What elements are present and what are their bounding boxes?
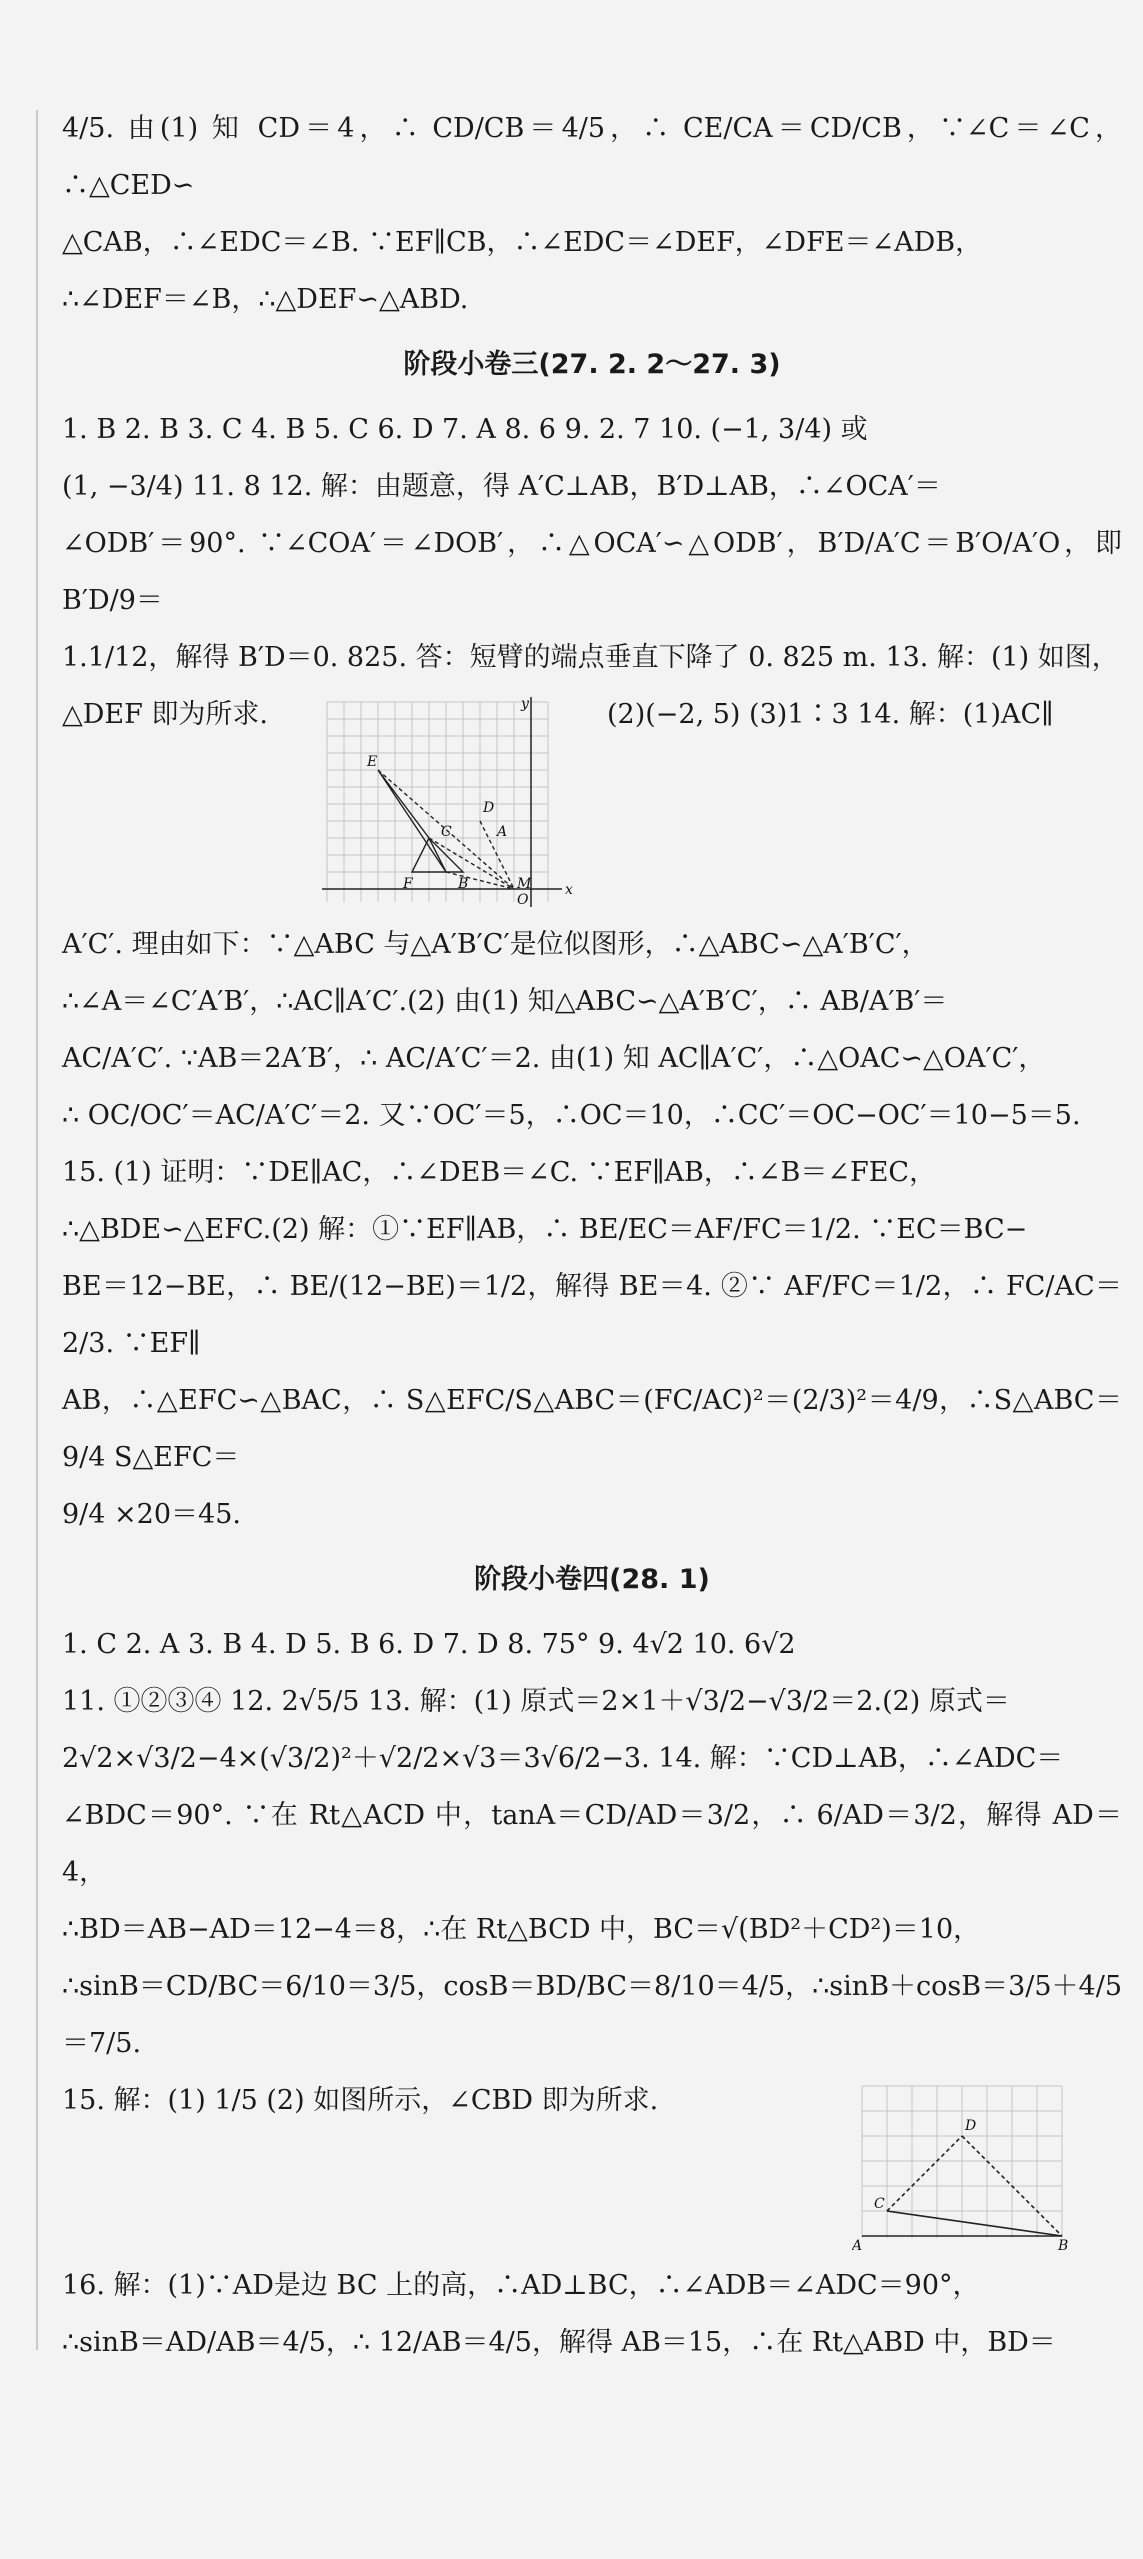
label2-C: C <box>874 2196 885 2212</box>
s3-line-6: A′C′. 理由如下：∵△ABC 与△A′B′C′是位似图形，∴△ABC∽△A′B′C′， <box>62 929 929 960</box>
coordinate-grid-figure <box>317 692 587 912</box>
prev-tail-line-3: ∴∠DEF＝∠B，∴△DEF∽△ABD. <box>62 284 469 315</box>
label-O: O <box>517 892 529 908</box>
s3-line-3: ∠ODB′＝90°. ∵∠COA′＝∠DOB′，∴△OCA′∽△ODB′，B′D/A′C＝B′O/A′O，即 B′D/9＝ <box>62 528 1122 616</box>
s4-line-8: 16. 解：(1)∵AD是边 BC 上的高，∴AD⊥BC，∴∠ADB＝∠ADC＝90°， <box>62 2270 980 2301</box>
s4-line-3: 2√2×√3/2−4×(√3/2)²＋√2/2×√3＝3√6/2−3. 14. 解：∵CD⊥AB，∴∠ADC＝ <box>62 1743 1064 1774</box>
s3-line-4: 1.1/12，解得 B′D＝0. 825. 答：短臂的端点垂直下降了 0. 825 m. 13. 解：(1) 如图， <box>62 642 1119 673</box>
s3-line-5: △DEF 即为所求. <box>62 699 269 730</box>
s4-line-6: ∴sinB＝CD/BC＝6/10＝3/5，cosB＝BD/BC＝8/10＝4/5，∴sinB＋cosB＝3/5＋4/5＝7/5. <box>62 1971 1123 2059</box>
label-F: F <box>403 876 413 892</box>
grid-svg <box>317 692 587 912</box>
label2-D: D <box>965 2118 977 2134</box>
prev-tail-line-1: 4/5. 由(1) 知 CD＝4，∴ CD/CB＝4/5，∴ CE/CA＝CD/CB，∵∠C＝∠C，∴△CED∽ <box>62 113 1122 201</box>
label-E: E <box>367 754 378 770</box>
prev-tail-line-2: △CAB，∴∠EDC＝∠B. ∵EF∥CB，∴∠EDC＝∠DEF，∠DFE＝∠ADB， <box>62 227 983 258</box>
square-grid-figure <box>852 2078 1072 2253</box>
s3-figure-row <box>62 686 1122 916</box>
s3-line-11: ∴△BDE∽△EFC.(2) 解：①∵EF∥AB，∴ BE/EC＝AF/FC＝1/2. ∵EC＝BC− <box>62 1214 1028 1245</box>
label-A: A <box>497 824 508 840</box>
label-x: x <box>565 882 573 898</box>
label-C: C <box>441 824 452 840</box>
s4-line-9: ∴sinB＝AD/AB＝4/5，∴ 12/AB＝4/5，解得 AB＝15，∴在 Rt△ABD 中，BD＝ <box>62 2327 1056 2358</box>
label-B: B <box>458 876 469 892</box>
s4-line-2: 11. ①②③④ 12. 2√5/5 13. 解：(1) 原式＝2×1＋√3/2−√3/2＝2.(2) 原式＝ <box>62 1686 1010 1717</box>
s3-line-8: AC/A′C′. ∵AB＝2A′B′，∴ AC/A′C′＝2. 由(1) 知 AC∥A′C′，∴△OAC∽△OA′C′， <box>62 1043 1046 1074</box>
label2-A: A <box>852 2238 863 2253</box>
s3-line-14: 9/4 ×20＝45. <box>62 1499 241 1530</box>
section-3-title: 阶段小卷三(27. 2. 2～27. 3) <box>403 349 781 380</box>
label-M: M <box>517 876 532 892</box>
segment-cb <box>887 2211 1062 2236</box>
s4-figure-row <box>62 2072 1122 2257</box>
s4-line-5: ∴BD＝AB−AD＝12−4＝8，∴在 Rt△BCD 中，BC＝√(BD²＋CD²)＝10， <box>62 1914 981 1945</box>
label2-B: B <box>1058 2238 1069 2253</box>
s4-line-7: 15. 解：(1) 1/5 (2) 如图所示，∠CBD 即为所求. <box>62 2085 659 2116</box>
segment-cd <box>887 2136 962 2211</box>
s3-line-7: ∴∠A＝∠C′A′B′，∴AC∥A′C′.(2) 由(1) 知△ABC∽△A′B′C′，∴ AB/A′B′＝ <box>62 986 948 1017</box>
s3-line-2: (1, −3/4) 11. 8 12. 解：由题意，得 A′C⊥AB，B′D⊥AB，∴∠OCA′＝ <box>62 471 941 502</box>
s3-line-9: ∴ OC/OC′＝AC/A′C′＝2. 又∵OC′＝5，∴OC＝10，∴CC′＝OC−OC′＝10−5＝5. <box>62 1100 1081 1131</box>
s4-line-4: ∠BDC＝90°. ∵在 Rt△ACD 中，tanA＝CD/AD＝3/2，∴ 6/AD＝3/2，解得 AD＝4， <box>62 1800 1122 1888</box>
page-content <box>62 100 1122 2371</box>
s3-line-1: 1. B 2. B 3. C 4. B 5. C 6. D 7. A 8. 6 9. 2. 7 10. (−1, 3/4) 或 <box>62 414 868 445</box>
s3-line-12: BE＝12−BE，∴ BE/(12−BE)＝1/2，解得 BE＝4. ②∵ AF/FC＝1/2，∴ FC/AC＝2/3. ∵EF∥ <box>62 1271 1122 1359</box>
label-y: y <box>521 696 529 712</box>
binding-margin-line <box>36 110 38 2350</box>
s4-line-1: 1. C 2. A 3. B 4. D 5. B 6. D 7. D 8. 75° 9. 4√2 10. 6√2 <box>62 1629 796 1660</box>
section-4-title: 阶段小卷四(28. 1) <box>474 1564 710 1595</box>
s3-line-10: 15. (1) 证明：∵DE∥AC，∴∠DEB＝∠C. ∵EF∥AB，∴∠B＝∠FEC， <box>62 1157 937 1188</box>
s3-line-13: AB，∴△EFC∽△BAC，∴ S△EFC/S△ABC＝(FC/AC)²＝(2/3)²＝4/9，∴S△ABC＝9/4 S△EFC＝ <box>62 1385 1122 1473</box>
s3-line-5b: (2)(−2, 5) (3)1∶3 14. 解：(1)AC∥ <box>607 699 1054 730</box>
label-D: D <box>483 800 495 816</box>
grid2-svg <box>852 2078 1072 2253</box>
